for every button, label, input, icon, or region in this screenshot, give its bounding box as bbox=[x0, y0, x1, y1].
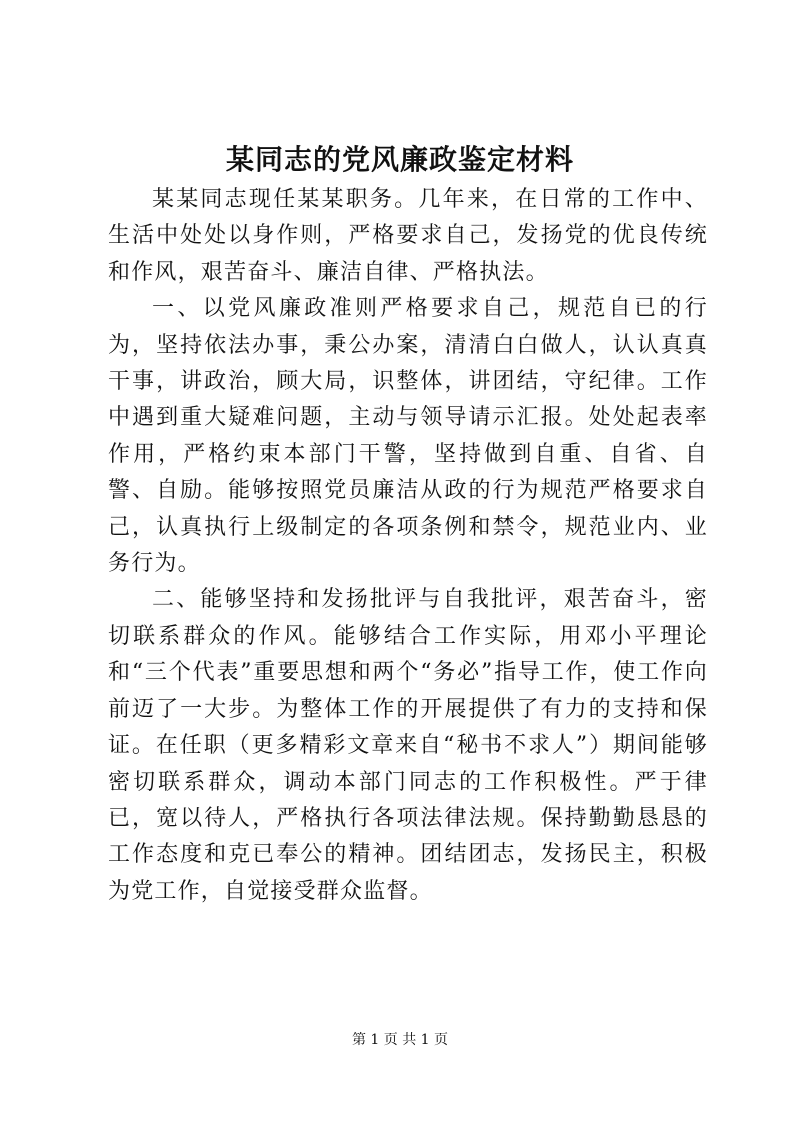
paragraph-section-one: 一、以党风廉政准则严格要求自己，规范自已的行为，坚持依法办事，秉公办案，清清白白做人，认认真真干事，讲政治，顾大局，识整体，讲团结，守纪律。工作中遇到重大疑难问题，主动与领导请示汇报。处处起表率作用，严格约束本部门干警，坚持做到自重、自省、自警、自励。能够按照党员廉洁从政的行为规范严格要求自己，认真执行上级制定的各项条例和禁令，规范业内、业务行为。 bbox=[108, 296, 708, 577]
paragraph-intro: 某某同志现任某某职务。几年来，在日常的工作中、生活中处处以身作则，严格要求自己，发扬党的优良传统和作风，艰苦奋斗、廉洁自律、严格执法。 bbox=[108, 187, 708, 285]
document-body bbox=[108, 182, 708, 910]
page-number-footer: 第 1 页 共 1 页 bbox=[351, 1032, 449, 1048]
document-title: 某同志的党风廉政鉴定材料 bbox=[225, 143, 574, 176]
paragraph-section-two: 二、能够坚持和发扬批评与自我批评，艰苦奋斗，密切联系群众的作风。能够结合工作实际，用邓小平理论和“三个代表”重要思想和两个“务必”指导工作，使工作向前迈了一大步。为整体工作的开展提供了有力的支持和保证。在任职（更多精彩文章来自“秘书不求人”）期间能够密切联系群众，调动本部门同志的工作积极性。严于律已，宽以待人，严格执行各项法律法规。保持勤勤恳恳的工作态度和克已奉公的精神。团结团志，发扬民主，积极为党工作，自觉接受群众监督。 bbox=[108, 587, 708, 904]
